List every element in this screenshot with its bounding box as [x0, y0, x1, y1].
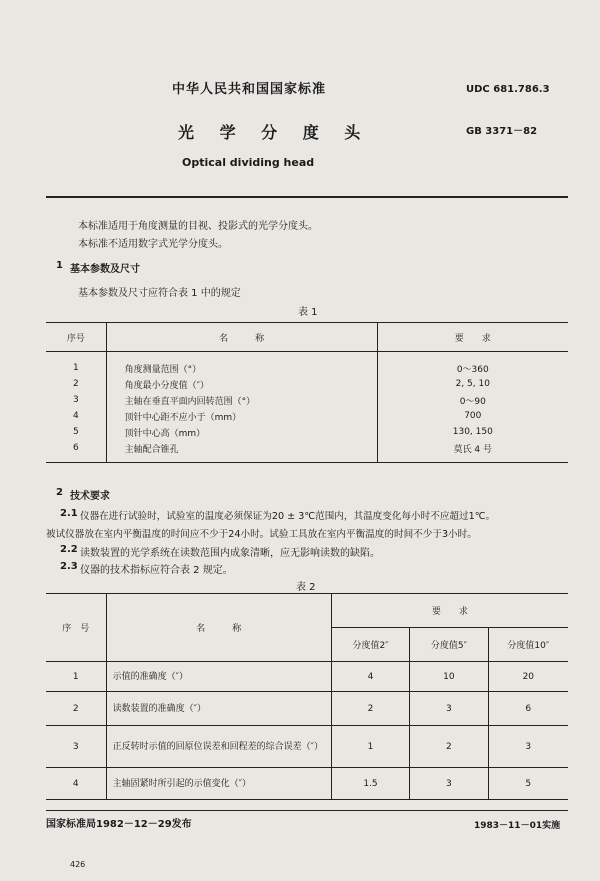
table-row — [46, 726, 568, 768]
row-req: 2, 5, 10 — [455, 379, 490, 389]
row-no: 4 — [46, 408, 106, 424]
table-1-header-no: 序号 — [46, 323, 106, 352]
row-no: 6 — [46, 440, 106, 463]
row-name: 顶针中心距不应小于（mm） — [106, 408, 377, 424]
row-value: 3 — [410, 768, 488, 800]
para-2-2-text: 读数装置的光学系统在读数范围内成象清晰，应无影响读数的缺陷。 — [80, 548, 380, 559]
row-name: 正反转时示值的回原位误差和回程差的综合误差（″） — [106, 726, 331, 768]
intro-line-1: 本标准适用于角度测量的目视、投影式的光学分度头。 — [78, 221, 318, 232]
table-row — [46, 692, 568, 726]
row-value: 20 — [488, 662, 568, 692]
table-row — [46, 352, 568, 377]
table-2-header-no: 序 号 — [46, 594, 106, 662]
para-2-3-text: 仪器的技术指标应符合表 2 规定。 — [80, 565, 233, 576]
section-1-title: 基本参数及尺寸 — [70, 264, 140, 275]
table-row — [46, 768, 568, 800]
table-2-header-req: 要 求 — [331, 594, 568, 628]
row-name: 顶针中心高（mm） — [106, 424, 377, 440]
row-req: 0～360 — [456, 364, 489, 375]
subheader-5: 分度值5″ — [410, 628, 488, 662]
english-title: Optical dividing head — [182, 156, 315, 169]
table-row — [46, 376, 568, 392]
row-name: 示值的准确度（″） — [106, 662, 331, 692]
para-2-2-number: 2.2 — [60, 544, 78, 555]
row-no: 5 — [46, 424, 106, 440]
standard-type: 中华人民共和国国家标准 — [172, 82, 327, 97]
table-1-caption: 表 1 — [298, 307, 318, 318]
para-2-1-line-1: 仪器在进行试验时，试验室的温度必须保证为20 ± 3℃范围内，其温度变化每小时不应超过1℃。 — [80, 511, 496, 522]
row-no: 4 — [46, 768, 106, 800]
row-value: 4 — [331, 662, 409, 692]
gb-code: GB 3371－82 — [466, 126, 538, 137]
footer-divider — [46, 810, 568, 811]
udc-code: UDC 681.786.3 — [466, 84, 550, 95]
row-no: 2 — [46, 692, 106, 726]
table-1 — [46, 322, 568, 463]
para-2-1-line-2: 被试仪器放在室内平衡温度的时间应不少于24小时。试验工具放在室内平衡温度的时间不少于3小时。 — [46, 529, 477, 540]
row-name: 角度测量范围（°） — [106, 352, 377, 377]
header-divider — [46, 196, 568, 198]
issued-date: 国家标准局1982－12－29发布 — [46, 819, 192, 830]
table-row — [46, 408, 568, 424]
table-row — [46, 424, 568, 440]
section-2-title: 技术要求 — [70, 491, 110, 502]
row-req: 0～90 — [459, 396, 486, 407]
row-name: 角度最小分度值（″） — [106, 376, 377, 392]
table-1-header-name: 名 称 — [106, 323, 377, 352]
row-name: 主轴固紧时所引起的示值变化（″） — [106, 768, 331, 800]
row-value: 2 — [331, 692, 409, 726]
table-2-header-name: 名 称 — [106, 594, 331, 662]
section-1-number: 1 — [56, 260, 63, 271]
page-number: 426 — [70, 860, 86, 869]
row-value: 3 — [488, 726, 568, 768]
row-name: 主轴在垂直平面内回转范围（°） — [106, 392, 377, 408]
table-row — [46, 440, 568, 463]
row-req: 700 — [464, 411, 482, 421]
section-2-number: 2 — [56, 487, 63, 498]
row-no: 1 — [46, 352, 106, 377]
row-value: 5 — [488, 768, 568, 800]
row-value: 2 — [410, 726, 488, 768]
row-value: 10 — [410, 662, 488, 692]
row-value: 6 — [488, 692, 568, 726]
row-req: 莫氏 4 号 — [453, 444, 493, 455]
table-1-header-row — [46, 323, 568, 352]
intro-line-2: 本标准不适用数字式光学分度头。 — [78, 239, 228, 250]
row-value: 1.5 — [331, 768, 409, 800]
table-row — [46, 662, 568, 692]
table-1-header-req: 要 求 — [377, 323, 568, 352]
table-row — [46, 392, 568, 408]
para-2-3-number: 2.3 — [60, 561, 78, 572]
row-value: 1 — [331, 726, 409, 768]
effective-date: 1983－11－01实施 — [474, 821, 561, 831]
subheader-10: 分度值10″ — [488, 628, 568, 662]
row-name: 读数装置的准确度（″） — [106, 692, 331, 726]
table-2-caption: 表 2 — [296, 582, 316, 593]
row-no: 3 — [46, 726, 106, 768]
row-no: 3 — [46, 392, 106, 408]
row-value: 3 — [410, 692, 488, 726]
row-no: 1 — [46, 662, 106, 692]
para-2-1-number: 2.1 — [60, 508, 78, 519]
page-title: 光 学 分 度 头 — [178, 123, 371, 142]
table-2-header-row — [46, 594, 568, 628]
subheader-2: 分度值2″ — [331, 628, 409, 662]
section-1-text: 基本参数及尺寸应符合表 1 中的规定 — [78, 288, 241, 299]
row-req: 130, 150 — [452, 427, 493, 437]
table-2 — [46, 593, 568, 800]
row-name: 主轴配合锥孔 — [106, 440, 377, 463]
row-no: 2 — [46, 376, 106, 392]
